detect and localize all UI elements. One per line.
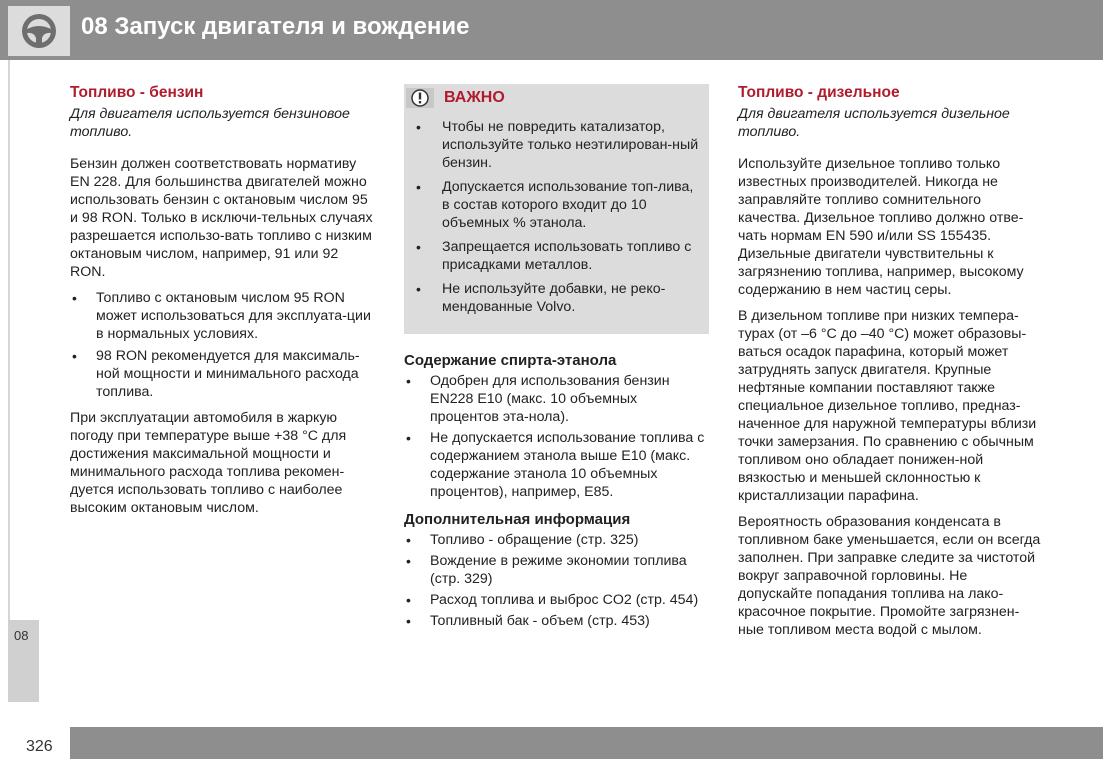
chapter-title: 08 Запуск двигателя и вождение bbox=[81, 13, 470, 40]
ethanol-title: Содержание спирта-этанола bbox=[404, 352, 617, 369]
gasoline-section bbox=[70, 84, 375, 525]
list-item: • Чтобы не повредить катализатор, используйте только неэтилирован-ный бензин. bbox=[404, 118, 699, 172]
chapter-icon-box bbox=[8, 6, 70, 56]
diesel-section bbox=[738, 84, 1043, 647]
important-list bbox=[404, 118, 699, 316]
chapter-header bbox=[0, 0, 1103, 60]
exclamation-icon bbox=[406, 88, 434, 108]
diesel-paragraph-1: Используйте дизельное топливо только известных производителей. Никогда не заправляйте топливо сомнительного качества. Дизельное топливо должно отве-чать нормам EN 590 и/или SS 155435. Дизельные двигатели чувствительны к загрязнению топлива, например, высокому содержанию в нем частиц серы. bbox=[738, 156, 1024, 298]
middle-column bbox=[404, 84, 709, 638]
important-note-box bbox=[404, 84, 709, 334]
gasoline-bullet-list bbox=[70, 289, 375, 401]
diesel-paragraph-3: Вероятность образования конденсата в топливном баке уменьшается, если он всегда заполнен. При заправке следите за чистотой вокруг заправочной горловины. Не допускайте попадания топлива на лако-красочное покрытие. Промойте загрязнен-ные топливом места водой с мылом. bbox=[738, 514, 1041, 638]
diesel-title: Топливо - дизельное bbox=[738, 84, 900, 101]
link-fuel-consumption[interactable]: • Расход топлива и выброс CO2 (стр. 454) bbox=[404, 591, 709, 609]
gasoline-subtitle: Для двигателя используется бензиновое топливо. bbox=[70, 106, 350, 140]
list-item: • Запрещается использовать топливо с присадками металлов. bbox=[404, 238, 699, 274]
list-item: • Не используйте добавки, не реко-мендованные Volvo. bbox=[404, 280, 699, 316]
side-margin-line bbox=[8, 60, 10, 620]
gasoline-title: Топливо - бензин bbox=[70, 84, 204, 101]
page-number: 326 bbox=[26, 738, 53, 755]
footer-bar bbox=[70, 727, 1103, 759]
important-header bbox=[404, 88, 699, 108]
link-eco-driving[interactable]: • Вождение в режиме экономии топлива (стр. 329) bbox=[404, 552, 709, 588]
list-item: • Одобрен для использования бензин EN228 E10 (макс. 10 объемных процентов эта-нола). bbox=[404, 372, 709, 426]
chapter-tab-label: 08 bbox=[14, 628, 29, 643]
link-fuel-handling[interactable]: • Топливо - обращение (стр. 325) bbox=[404, 531, 709, 549]
important-title: ВАЖНО bbox=[444, 89, 505, 106]
gasoline-paragraph-1: Бензин должен соответствовать нормативу EN 228. Для большинства двигателей можно использовать бензин с октановым числом 95 и 98 RON. Только в исключи-тельных случаях разрешается использо-вать топливо с низким октановым числом, например, 91 или 92 RON. bbox=[70, 156, 373, 280]
diesel-paragraph-2: В дизельном топливе при низких темпера-турах (от –6 °С до –40 °С) может образовы-ваться осадок парафина, который может затруднять запуск двигателя. Крупные нефтяные компании поставляют также специальное дизельное топливо, предназ-наченное для наружной температуры вблизи точки замерзания. По сравнению с обычным топливом оно обладает понижен-ной вязкостью и меньшей склонностью к кристаллизации парафина. bbox=[738, 308, 1037, 504]
gasoline-paragraph-2: При эксплуатации автомобиля в жаркую погоду при температуре выше +38 °С для достижения максимальной мощности и минимального расхода топлива рекомен-дуется использовать топливо с наиболее высоким октановым числом. bbox=[70, 410, 347, 516]
list-item: • Топливо с октановым числом 95 RON может использоваться для эксплуата-ции в нормальных условиях. bbox=[70, 289, 375, 343]
list-item: • Не допускается использование топлива с содержанием этанола выше E10 (макс. содержание этанола 10 объемных процентов), например, E85. bbox=[404, 429, 709, 501]
diesel-subtitle: Для двигателя используется дизельное топливо. bbox=[738, 106, 1010, 140]
additional-info-title: Дополнительная информация bbox=[404, 511, 631, 528]
ethanol-list bbox=[404, 372, 709, 501]
link-fuel-tank-volume[interactable]: • Топливный бак - объем (стр. 453) bbox=[404, 612, 709, 630]
chapter-side-tab[interactable] bbox=[8, 620, 39, 702]
list-item: • Допускается использование топ-лива, в состав которого входит до 10 объемных % этанола. bbox=[404, 178, 699, 232]
additional-info-list bbox=[404, 531, 709, 630]
steering-wheel-icon bbox=[20, 12, 58, 50]
list-item: • 98 RON рекомендуется для максималь-ной мощности и минимального расхода топлива. bbox=[70, 347, 375, 401]
